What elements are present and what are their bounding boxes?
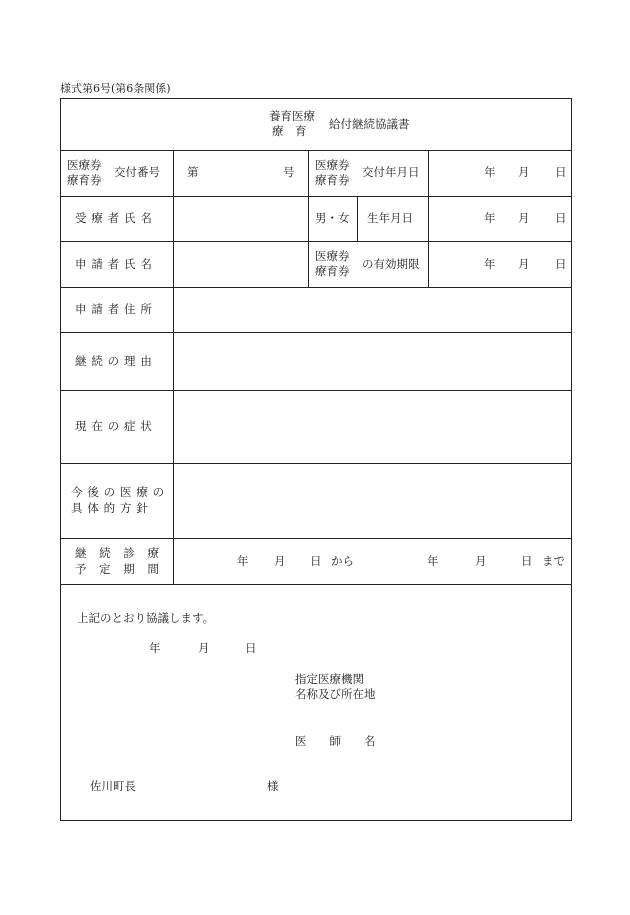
continuation-reason-label: 継続の理由 (75, 354, 157, 368)
title-prefix-bottom: 療 育 (272, 124, 307, 138)
treatment-plan-row (61, 464, 571, 539)
issue-number-prefix: 第 (187, 165, 199, 179)
issue-number-row (61, 151, 571, 197)
agreement-section (61, 585, 571, 821)
form-title: 給付継続協議書 (329, 117, 410, 131)
gender-options: 男・女 (315, 211, 350, 225)
validity-year: 年 (484, 257, 496, 271)
agreement-date-month: 月 (198, 641, 210, 655)
validity-day: 日 (555, 257, 567, 271)
issue-date-label: 交付年月日 (362, 165, 420, 179)
addressee: 佐川町長 (90, 779, 136, 793)
period-end-day: 日 (521, 554, 533, 568)
period-from: から (331, 554, 354, 568)
continuation-reason-row (61, 333, 571, 391)
addressee-honorific: 様 (267, 779, 279, 793)
issue-number-suffix: 号 (283, 165, 295, 179)
issue-date-label-ryouikuken: 療育券 (315, 173, 350, 187)
agreement-date-day: 日 (245, 641, 257, 655)
institution-label-line1: 指定医療機関 (295, 672, 364, 686)
form-number-caption: 様式第6号(第6条関係) (60, 82, 171, 95)
validity-label-ryouikuken: 療育券 (315, 264, 350, 278)
planned-period-label-line1: 継続診療 (75, 546, 172, 560)
period-end-year: 年 (427, 554, 439, 568)
applicant-address-label: 申請者住所 (75, 302, 157, 316)
validity-label-iryouken: 医療券 (315, 249, 350, 263)
title-row (61, 99, 571, 151)
patient-name-label: 受療者氏名 (75, 211, 157, 225)
doctor-name-label: 医 師 名 (295, 734, 376, 748)
period-end-month: 月 (475, 554, 487, 568)
issue-date-label-iryouken: 医療券 (315, 158, 350, 172)
title-prefix-top: 養育医療 (269, 109, 315, 123)
period-start-year: 年 (237, 554, 249, 568)
agreement-statement: 上記のとおり協議します。 (77, 611, 215, 625)
validity-period-label: の有効期限 (362, 257, 420, 271)
patient-row (61, 197, 571, 242)
applicant-name-row (61, 242, 571, 288)
treatment-plan-label-line2: 具体的方針 (71, 501, 153, 515)
current-symptom-label: 現在の症状 (75, 419, 157, 433)
continuation-consultation-form (60, 98, 572, 821)
period-start-month: 月 (274, 554, 286, 568)
treatment-plan-label-line1: 今後の医療の (71, 485, 169, 499)
issue-number-label: 交付番号 (114, 165, 160, 179)
institution-label-line2: 名称及び所在地 (295, 687, 376, 701)
issue-label-ryouikuken: 療育券 (67, 173, 102, 187)
planned-period-label-line2: 予定期間 (75, 562, 172, 576)
issue-date-day: 日 (555, 165, 567, 179)
birthdate-label: 生年月日 (367, 211, 413, 225)
birthdate-year: 年 (484, 211, 496, 225)
issue-label-iryouken: 医療券 (67, 158, 102, 172)
birthdate-day: 日 (555, 211, 567, 225)
agreement-date-year: 年 (149, 641, 161, 655)
validity-month: 月 (518, 257, 530, 271)
period-until: まで (542, 554, 565, 568)
issue-date-year: 年 (484, 165, 496, 179)
applicant-address-row (61, 288, 571, 333)
issue-date-month: 月 (518, 165, 530, 179)
current-symptom-row (61, 391, 571, 464)
planned-period-row (61, 539, 571, 585)
birthdate-month: 月 (518, 211, 530, 225)
applicant-name-label: 申請者氏名 (75, 257, 157, 271)
period-start-day: 日 (310, 554, 322, 568)
